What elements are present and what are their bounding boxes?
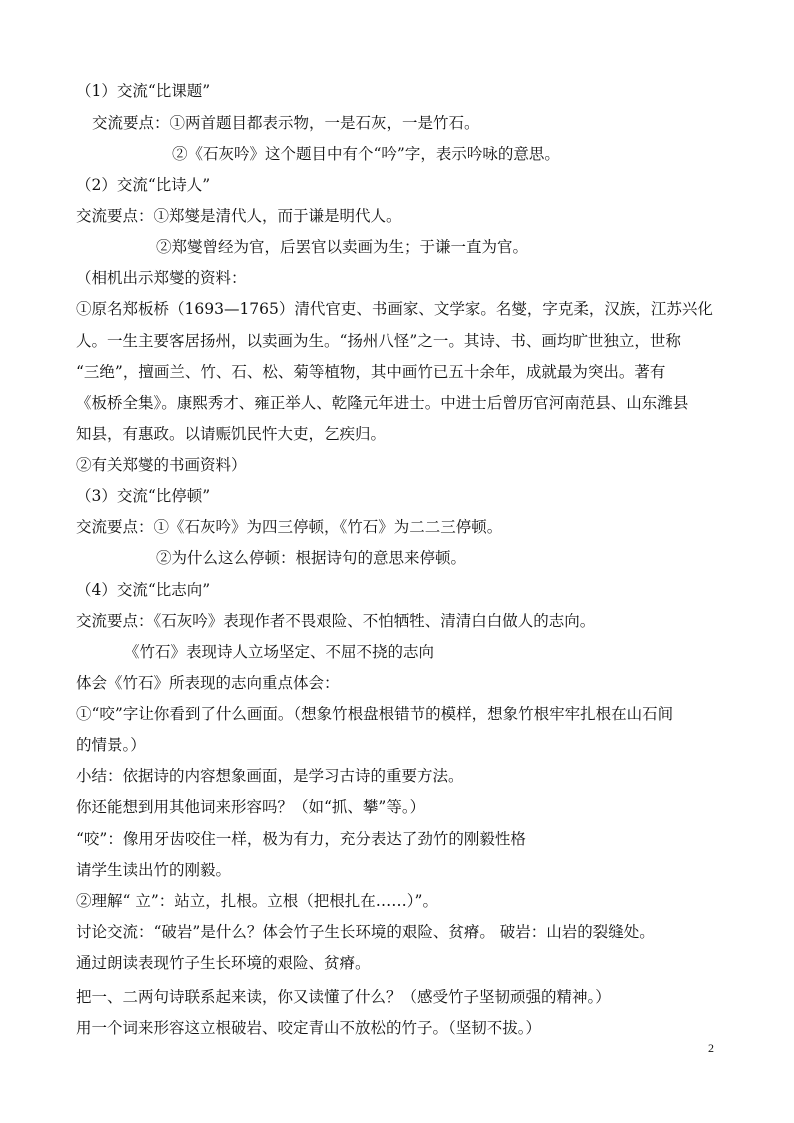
text-line: “咬”：像用牙齿咬住一样，极为有力，充分表达了劲竹的刚毅性格 xyxy=(76,830,526,848)
text-line: ①“咬”字让你看到了什么画面。（想象竹根盘根错节的模样，想象竹根牢牢扎根在山石间 xyxy=(76,705,674,723)
page-number: 2 xyxy=(708,1041,714,1055)
text-line: 请学生读出竹的刚毅。 xyxy=(76,861,232,879)
text-line: 通过朗读表现竹子生长环境的艰险、贫瘠。 xyxy=(76,954,371,972)
text-line: ①原名郑板桥（1693—1765）清代官吏、书画家、文学家。名燮，字克柔，汉族，江苏兴化 xyxy=(76,300,713,318)
text-line: 知县，有惠政。以请赈饥民忤大吏，乞疾归。 xyxy=(76,425,387,443)
text-line: 交流要点：①郑燮是清代人，而于谦是明代人。 xyxy=(76,207,402,225)
text-line: ②理解“ 立”：站立，扎根。立根（把根扎在……）”。 xyxy=(76,892,438,910)
text-line: “三绝”，擅画兰、竹、石、松、菊等植物，其中画竹已五十余年，成就最为突出。著有 xyxy=(76,363,666,381)
text-line: 体会《竹石》所表现的志向重点体会： xyxy=(76,674,340,692)
text-line: （相机出示郑燮的资料： xyxy=(76,269,247,287)
text-line: 把一、二两句诗联系起来读，你又读懂了什么？（感受竹子坚韧顽强的精神。） xyxy=(76,988,611,1006)
text-line: ②为什么这么停顿：根据诗句的意思来停顿。 xyxy=(156,549,467,567)
text-line: 《竹石》表现诗人立场坚定、不屈不挠的志向 xyxy=(124,643,435,661)
text-line: （4）交流“比志向” xyxy=(76,581,211,599)
text-line: 人。一生主要客居扬州，以卖画为生。“扬州八怪”之一。其诗、书、画均旷世独立，世称 xyxy=(76,332,681,350)
text-line: （2）交流“比诗人” xyxy=(76,176,211,194)
text-line: 讨论交流：“破岩”是什么？体会竹子生长环境的艰险、贫瘠。 破岩：山岩的裂缝处。 xyxy=(76,923,655,941)
text-line: 小结：依据诗的内容想象画面，是学习古诗的重要方法。 xyxy=(76,767,464,785)
text-line: ②郑燮曾经为官，后罢官以卖画为生；于谦一直为官。 xyxy=(156,238,529,256)
text-line: 用一个词来形容这立根破岩、咬定青山不放松的竹子。（坚韧不拔。） xyxy=(76,1019,542,1037)
text-line: 《板桥全集》。康熙秀才、雍正举人、乾隆元年进士。中进士后曾历官河南范县、山东潍县 xyxy=(76,394,689,412)
text-line: 的情景。） xyxy=(76,736,146,754)
text-line: （1）交流“比课题” xyxy=(76,82,211,100)
text-line: 你还能想到用其他词来形容吗？（如“抓、攀”等。） xyxy=(76,798,426,816)
text-line: 交流要点：《石灰吟》表现作者不畏艰险、不怕牺牲、清清白白做人的志向。 xyxy=(76,612,596,630)
text-line: ②有关郑燮的书画资料） xyxy=(76,456,247,474)
text-line: 交流要点：①《石灰吟》为四三停顿，《竹石》为二二三停顿。 xyxy=(76,518,503,536)
text-line: （3）交流“比停顿” xyxy=(76,487,211,505)
text-line: ②《石灰吟》这个题目中有个“吟”字，表示吟咏的意思。 xyxy=(172,145,560,163)
text-line: 交流要点：①两首题目都表示物，一是石灰，一是竹石。 xyxy=(92,114,480,132)
